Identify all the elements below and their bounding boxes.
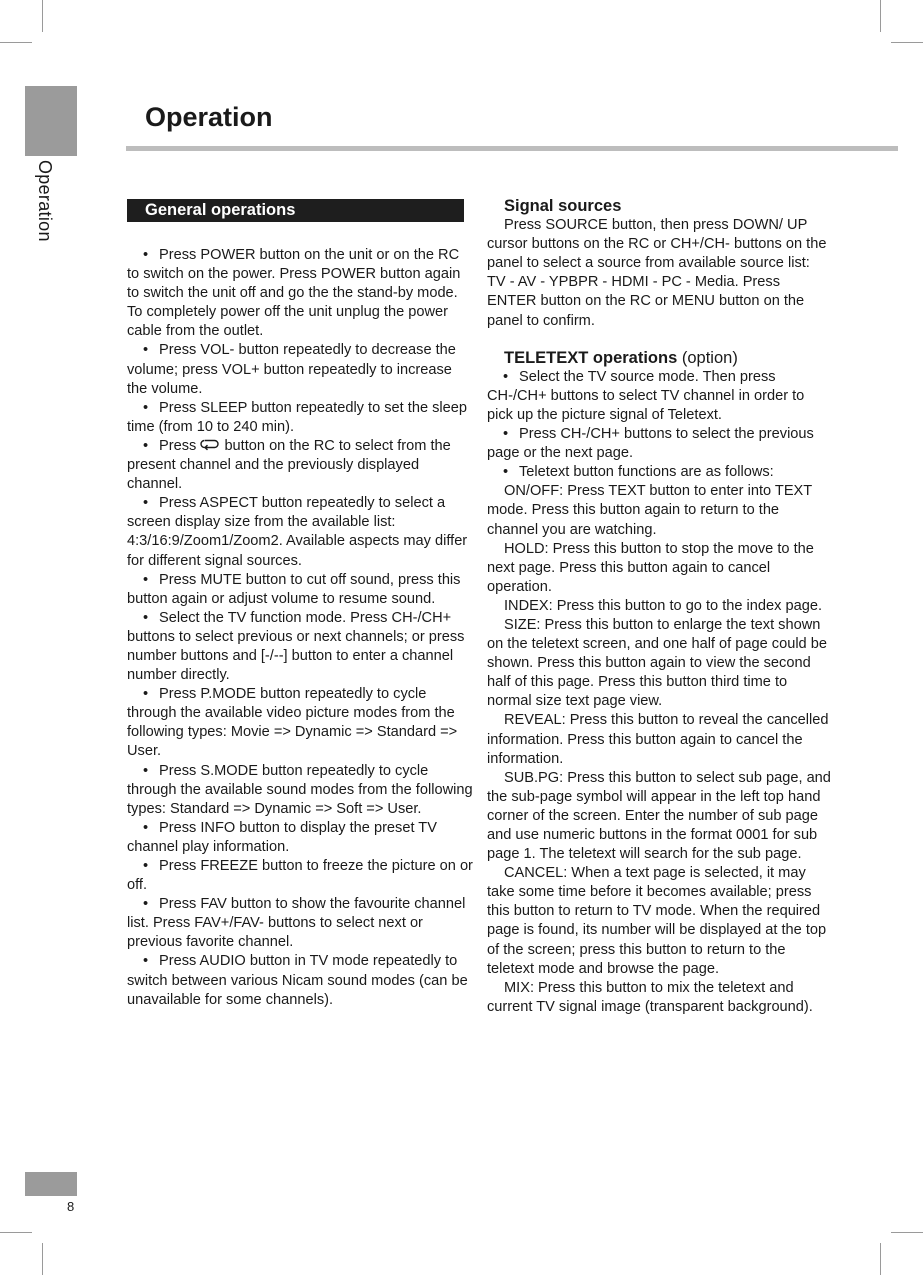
teletext-function-subpg: SUB.PG: Press this button to select sub page, and the sub-page symbol will appear in the left top hand corner of the screen. Enter the number of sub page and use numeric buttons in the format 0001 for sub page 1. The teletext will search for the sub page.: [487, 769, 831, 863]
crop-mark: [891, 42, 923, 43]
list-item: • Select the TV function mode. Press CH-/CH+ buttons to select previous or next channels; or press number buttons and [-/--] button to enter a channel number directly.: [127, 609, 465, 684]
list-item: • Press SLEEP button repeatedly to set the sleep time (from 10 to 240 min).: [127, 399, 468, 435]
page-number: 8: [67, 1199, 75, 1214]
list-item: • Press S.MODE button repeatedly to cycle through the available sound modes from the following types: Standard => Dynamic => Soft => User.: [127, 762, 473, 817]
crop-mark: [42, 1243, 43, 1275]
right-column: [487, 197, 832, 1017]
list-item: • Press AUDIO button in TV mode repeatedly to switch between various Nicam sound modes (can be unavailable for some channels).: [127, 953, 468, 1008]
side-tab-label: Operation: [35, 160, 55, 242]
teletext-function-index: INDEX: Press this button to go to the index page.: [504, 597, 823, 614]
list-item: • Press POWER button on the unit or on the RC to switch on the power. Press POWER button again to switch the unit off and go the the stand-by mode. To completely power off the unit unplug the power cable from the outlet.: [127, 247, 461, 340]
teletext-option-note: (option): [681, 348, 738, 367]
crop-mark: [880, 1243, 881, 1275]
list-item: • Press FAV button to show the favourite channel list. Press FAV+/FAV- buttons to select next or previous favorite channel.: [127, 896, 466, 951]
crop-mark: [42, 0, 43, 32]
teletext-function-cancel: CANCEL: When a text page is selected, it may take some time before it becomes available; press this button to return to TV mode. When the required page is found, its number will be displayed at the top of the screen; press this button to return to the teletext mode and browse the page.: [487, 865, 827, 977]
list-item: • Press P.MODE button repeatedly to cycle through the available video picture modes from the following types: Movie => Dynamic => Standard => User.: [127, 686, 458, 760]
list-item: • Select the TV source mode. Then press CH-/CH+ buttons to select TV channel in order to pick up the picture signal of Teletext.: [487, 368, 805, 423]
teletext-heading: TELETEXT operations (option): [504, 348, 738, 367]
crop-mark: [0, 42, 32, 43]
teletext-function-hold: HOLD: Press this button to stop the move to the next page. Press this button again to cancel operation.: [487, 540, 814, 595]
list-item: • Teletext button functions are as follows:: [503, 464, 774, 481]
page-title: Operation: [145, 102, 273, 132]
teletext-function-reveal: REVEAL: Press this button to reveal the cancelled information. Press this button again to cancel the information.: [487, 712, 829, 767]
list-item: • Press FREEZE button to freeze the picture on or off.: [127, 858, 473, 894]
crop-mark: [891, 1232, 923, 1233]
general-operations-heading: General operations: [127, 199, 464, 222]
page-number-tab: [25, 1172, 77, 1196]
signal-sources-text: Press SOURCE button, then press DOWN/ UP cursor buttons on the RC or CH+/CH- buttons on the panel to select a source from available source list: TV - AV - YPBPR - HDMI - PC - Media. Press ENTER button on the RC or MENU button on the panel to confirm.: [487, 217, 827, 329]
list-item: • Press CH-/CH+ buttons to select the previous page or the next page.: [487, 426, 814, 462]
side-tab-block: [25, 86, 77, 156]
teletext-function-size: SIZE: Press this button to enlarge the text shown on the teletext screen, and one half of page could be shown. Press this button again to view the second half of this page. Press this button third time to normal size text page view.: [487, 616, 827, 710]
teletext-function-onoff: ON/OFF: Press TEXT button to enter into TEXT mode. Press this button again to return to the channel you are watching.: [487, 483, 812, 538]
list-item: • Press MUTE button to cut off sound, press this button again or adjust volume to resume sound.: [127, 571, 461, 607]
list-item: • Press ASPECT button repeatedly to select a screen display size from the available list: 4:3/16:9/Zoom1/Zoom2. Available aspects may differ for different signal sources.: [127, 495, 468, 569]
title-divider: [126, 146, 898, 151]
list-item: • Press VOL- button repeatedly to decrease the volume; press VOL+ button repeatedly to increase the volume.: [127, 342, 456, 397]
list-item: • Press button on the RC to select from the present channel and the previously displayed channel.: [127, 437, 451, 493]
list-item: • Press INFO button to display the preset TV channel play information.: [127, 819, 437, 855]
recall-cycle-icon: [200, 437, 220, 451]
crop-mark: [0, 1232, 32, 1233]
crop-mark: [880, 0, 881, 32]
teletext-function-mix: MIX: Press this button to mix the teletext and current TV signal image (transparent background).: [487, 979, 813, 1015]
general-operations-list: [127, 246, 473, 1010]
signal-sources-heading: Signal sources: [504, 197, 622, 215]
